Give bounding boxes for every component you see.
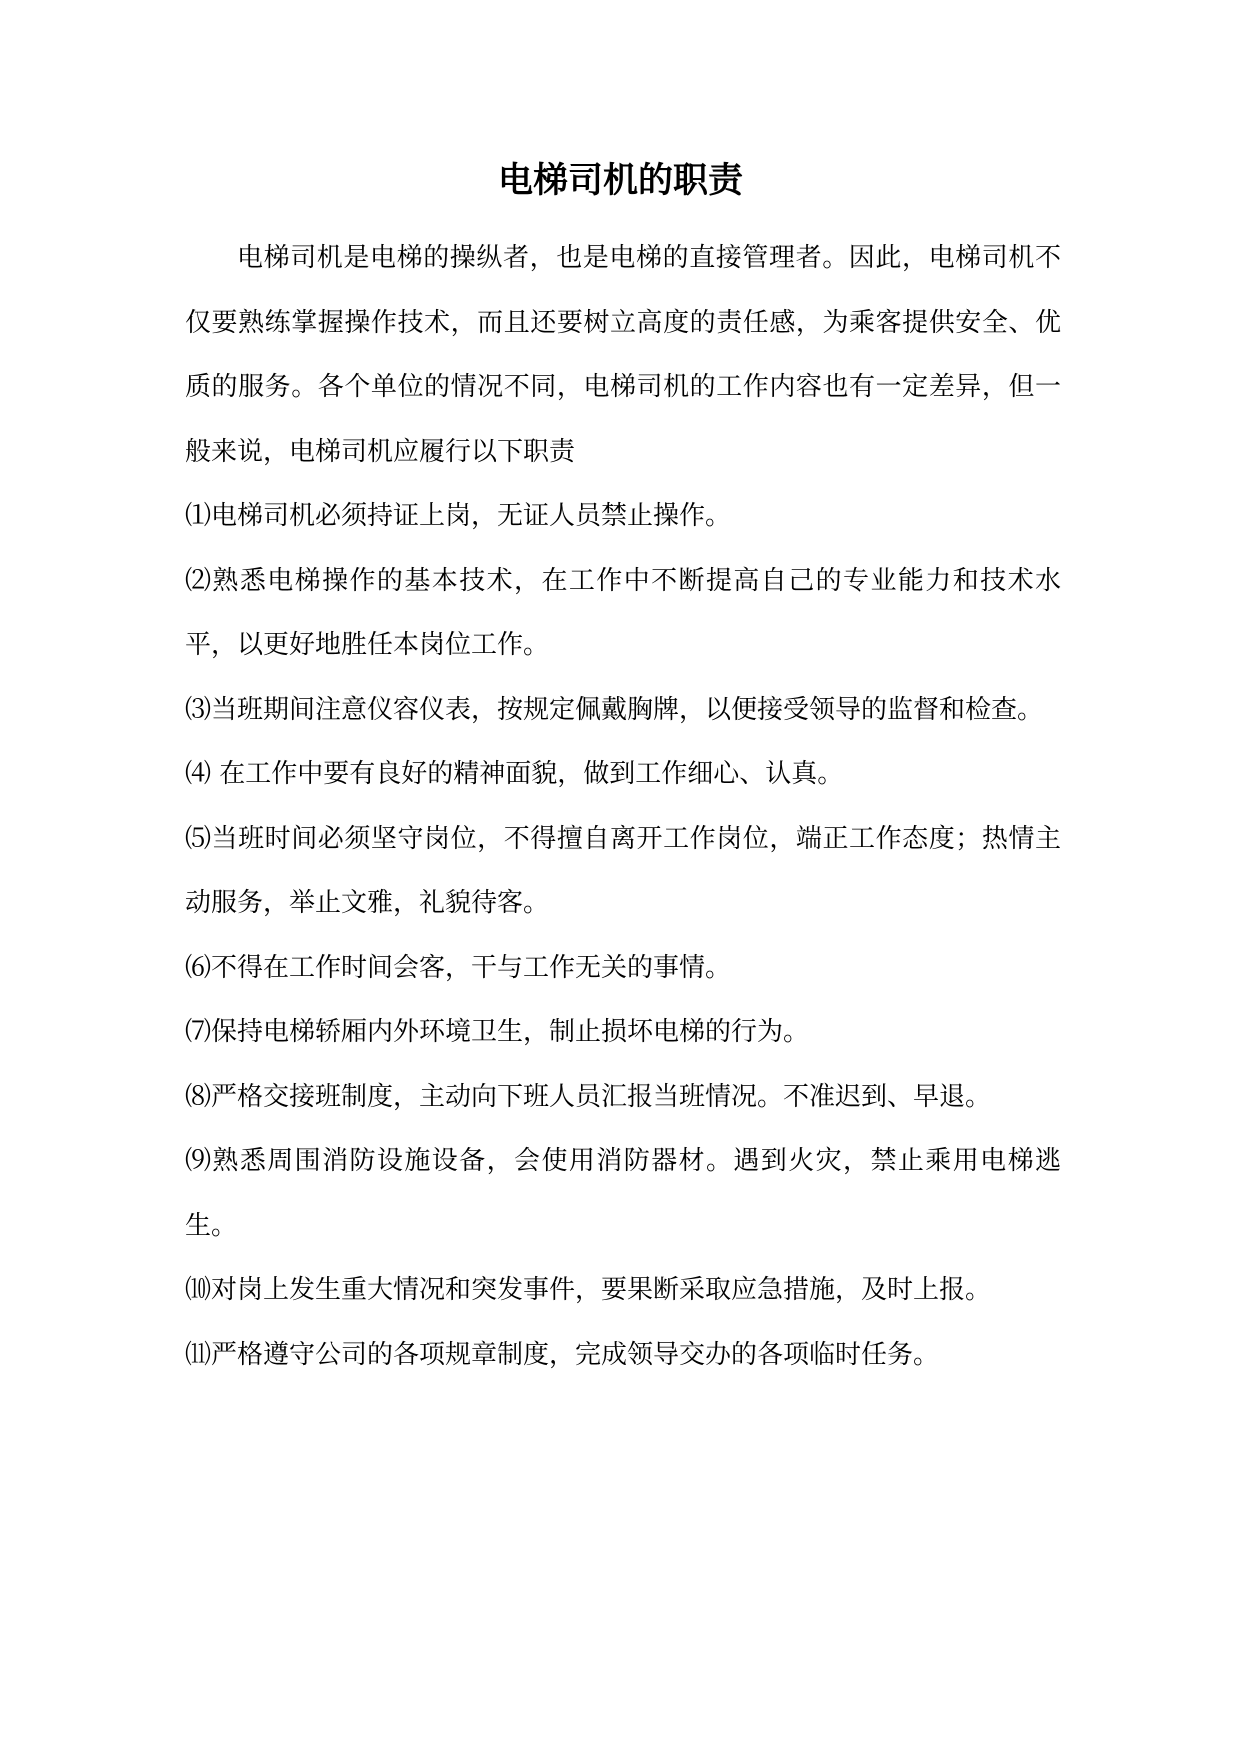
document-body bbox=[185, 226, 1061, 1387]
duty-item-9: ⑼熟悉周围消防设施设备，会使用消防器材。遇到火灾，禁止乘用电梯逃生。 bbox=[185, 1146, 1061, 1241]
document-title: 电梯司机的职责 bbox=[497, 160, 743, 201]
duty-item-11: ⑾严格遵守公司的各项规章制度，完成领导交办的各项临时任务。 bbox=[185, 1339, 940, 1370]
duty-item-7: ⑺保持电梯轿厢内外环境卫生，制止损坏电梯的行为。 bbox=[185, 1017, 810, 1047]
duty-item-4: ⑷ 在工作中要有良好的精神面貌，做到工作细心、认真。 bbox=[185, 759, 844, 789]
duty-item-2: ⑵熟悉电梯操作的基本技术，在工作中不断提高自己的专业能力和技术水平，以更好地胜任本岗位工作。 bbox=[185, 565, 1061, 660]
duty-item-6: ⑹不得在工作时间会客，干与工作无关的事情。 bbox=[185, 952, 732, 983]
duty-item-8: ⑻严格交接班制度，主动向下班人员汇报当班情况。不准迟到、早退。 bbox=[185, 1081, 992, 1112]
duty-item-3: ⑶当班期间注意仪容仪表，按规定佩戴胸牌，以便接受领导的监督和检查。 bbox=[185, 694, 1044, 725]
duty-item-10: ⑽对岗上发生重大情况和突发事件，要果断采取应急措施，及时上报。 bbox=[185, 1275, 992, 1305]
duty-item-5: ⑸当班时间必须坚守岗位，不得擅自离开工作岗位，端正工作态度；热情主动服务，举止文雅，礼貌待客。 bbox=[185, 823, 1061, 918]
duty-item-1: ⑴电梯司机必须持证上岗，无证人员禁止操作。 bbox=[185, 501, 732, 531]
intro-paragraph: 电梯司机是电梯的操纵者，也是电梯的直接管理者。因此，电梯司机不仅要熟练掌握操作技术，而且还要树立高度的责任感，为乘客提供安全、优质的服务。各个单位的情况不同，电梯司机的工作内容也有一定差异，但一般来说，电梯司机应履行以下职责 bbox=[185, 243, 1061, 467]
